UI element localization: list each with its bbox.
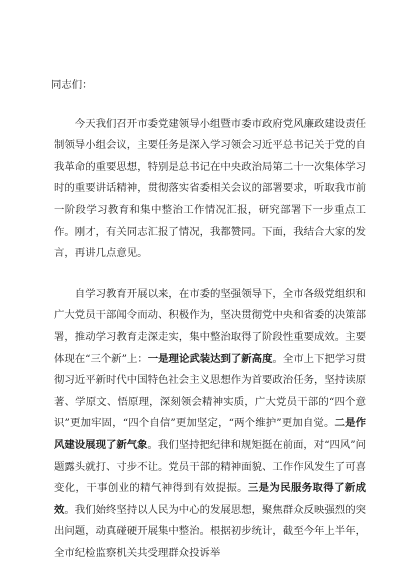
point-two-text: 。我们坚持把纪律和规矩挺在前面，对“四风”问题露头就打、寸步不让。党员干部的精神面貌、工作作风发生了可喜变化，干事创业的精气神得到有效提振。 xyxy=(54,438,366,495)
opening-paragraph: 今天我们召开市委党建领导小组暨市委市政府党风廉政建设责任制领导小组会议，主要任务是深入学习领会习近平总书记关于党的自我革命的重要思想，特别是总书记在中央政治局第二十一次集体学习时的重要讲话精神，贯彻落实省委相关会议的部署要求，听取我市前一阶段学习教育和集中整治工作情况汇报，研究部署下一步重点工作。刚才，有关同志汇报了情况，我都赞同。下面，我结合大家的发言，再讲几点意见。 xyxy=(54,117,366,260)
point-three-heading: 三是为民服务取得了新成效 xyxy=(54,482,366,516)
point-three-text: 。我们始终坚持以人民为中心的发展思想，聚焦群众反映强烈的突出问题，动真碰硬开展集中整治。根据初步统计，截至今年上半年，全市纪检监察机关共受理群众投诉举 xyxy=(54,503,367,559)
achievements-paragraph xyxy=(54,284,366,565)
point-two-heading: 二是作风建设展现了新气象 xyxy=(54,417,367,451)
paragraph-gap xyxy=(54,265,366,284)
achievements-intro: 自学习教育开展以来，在市委的坚强领导下，全市各级党组织和广大党员干部闻令而动、积极作为，坚决贯彻党中央和省委的决策部署，推动学习教育走深走实，集中整治取得了阶段性重要成效。主要体现在“三个新”上： xyxy=(54,287,366,365)
point-one-heading: 一是理论武装达到了新高度 xyxy=(147,352,273,365)
salutation: 同志们： xyxy=(51,79,93,91)
point-one-text: 。全市上下把学习贯彻习近平新时代中国特色社会主义思想作为首要政治任务，坚持读原著、学原文、悟原理，深刻领会精神实质，广大党员干部的“四个意识”更加牢固，“四个自信”更加坚定，“两个维护”更加自觉。 xyxy=(54,352,367,430)
